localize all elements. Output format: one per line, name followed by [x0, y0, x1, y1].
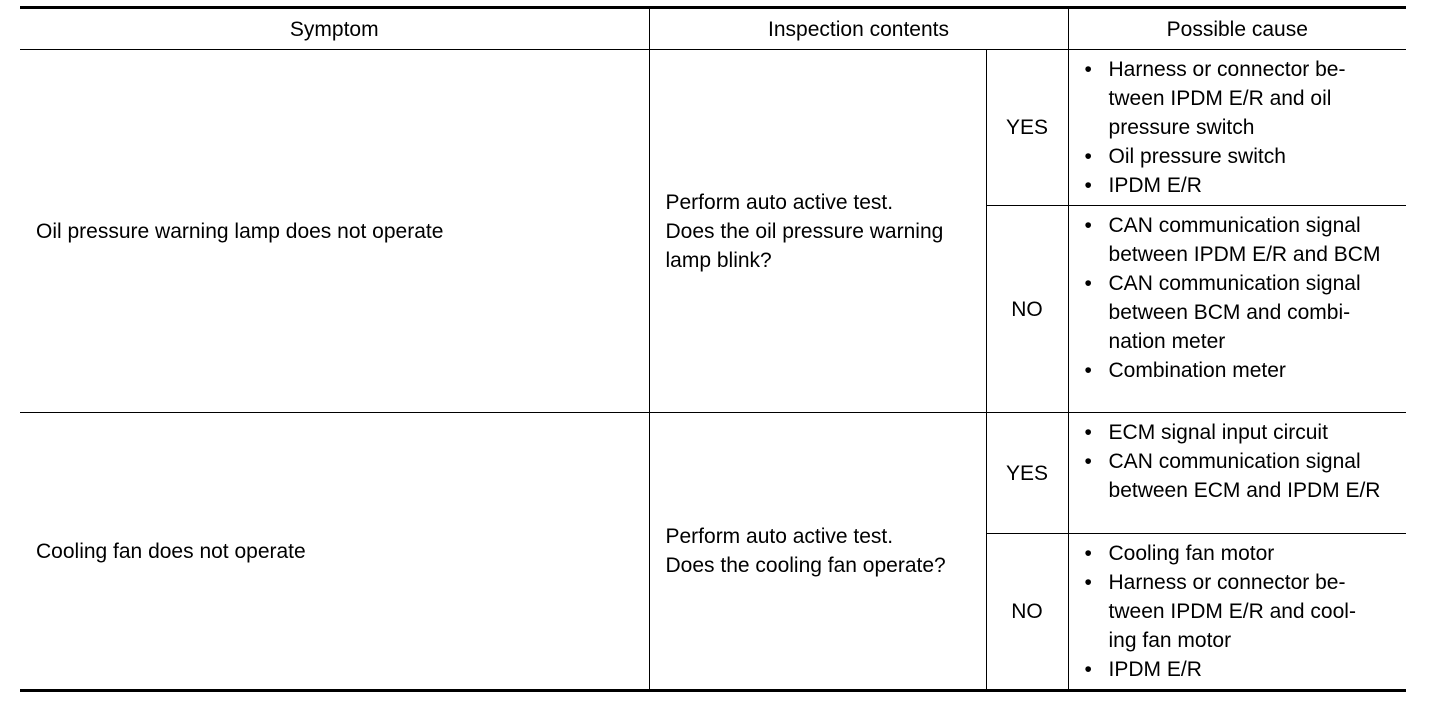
symptom-cell: Oil pressure warning lamp does not operate — [20, 50, 649, 413]
cause-item: • Oil pressure switch — [1083, 142, 1399, 171]
cause-item: • Cooling fan motor — [1083, 539, 1399, 568]
cause-cell — [1068, 413, 1406, 534]
inspection-cell — [649, 413, 986, 691]
inspection-line: Perform auto active test. — [665, 190, 894, 214]
diagnosis-table-container — [20, 6, 1406, 692]
inspection-cell — [649, 50, 986, 413]
cause-list — [1083, 539, 1399, 684]
cause-list — [1083, 211, 1399, 385]
cause-item: • Harness or connector be-tween IPDM E/R and oil pressure switch — [1083, 55, 1399, 142]
cause-item: • CAN communication signal between IPDM E/R and BCM — [1083, 211, 1399, 269]
cause-list — [1083, 55, 1399, 200]
table-row — [20, 413, 1406, 534]
cause-cell — [1068, 50, 1406, 206]
cause-item: • CAN communication signal between ECM and IPDM E/R — [1083, 447, 1399, 505]
cause-item: • Combination meter — [1083, 356, 1399, 385]
inspection-line: lamp blink? — [665, 248, 772, 272]
inspection-line: Perform auto active test. — [665, 525, 894, 548]
cause-cell — [1068, 206, 1406, 413]
cause-cell — [1068, 534, 1406, 691]
cause-list — [1083, 418, 1399, 505]
result-yes: YES — [986, 50, 1068, 206]
table-row — [20, 50, 1406, 206]
cause-item: • IPDM E/R — [1083, 655, 1399, 684]
result-no: NO — [986, 206, 1068, 413]
diagnosis-table — [20, 6, 1406, 692]
table-header-row — [20, 8, 1406, 50]
header-symptom: Symptom — [20, 8, 649, 50]
header-possible-cause: Possible cause — [1068, 8, 1406, 50]
result-no: NO — [986, 534, 1068, 691]
cause-item: • Harness or connector be-tween IPDM E/R and cool-ing fan motor — [1083, 568, 1399, 655]
cause-item: • IPDM E/R — [1083, 171, 1399, 200]
symptom-cell: Cooling fan does not operate — [20, 413, 649, 691]
inspection-line: Does the cooling fan operate? — [665, 554, 946, 577]
result-yes: YES — [986, 413, 1068, 534]
header-inspection-contents: Inspection contents — [649, 8, 1068, 50]
cause-item: • CAN communication signal between BCM and combi-nation meter — [1083, 269, 1399, 356]
inspection-line: Does the oil pressure warning — [665, 219, 944, 243]
cause-item: • ECM signal input circuit — [1083, 418, 1399, 447]
